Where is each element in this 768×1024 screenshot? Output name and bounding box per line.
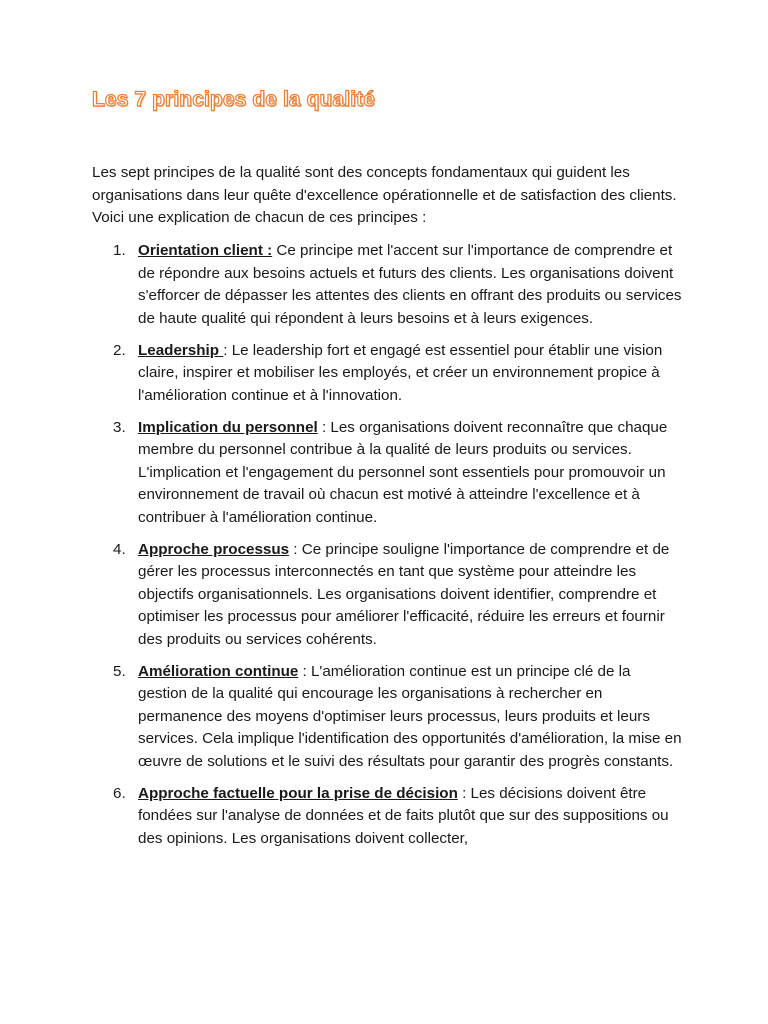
item-number: 5. <box>113 662 126 680</box>
principle-name: Approche factuelle pour la prise de décision <box>138 784 458 802</box>
list-item <box>92 661 682 774</box>
principles-list <box>92 240 682 860</box>
list-item <box>92 340 682 408</box>
principle-text: : Ce principe souligne l'importance de comprendre et de gérer les processus interconnectés en tant que système pour atteindre les objectifs organisationnels. Les organisations doivent identifier, comprendre et optimiser les processus pour améliorer l'efficacité, réduire les erreurs et fournir des produits ou services cohérents. <box>138 540 670 648</box>
document-title: Les 7 principes de la qualité <box>92 88 375 111</box>
list-item <box>92 240 682 330</box>
principle-name: Leadership <box>138 341 224 359</box>
principle-name: Orientation client : <box>138 242 273 259</box>
list-item <box>92 417 682 530</box>
principle-text: : Le leadership fort et engagé est essentiel pour établir une vision claire, inspirer et mobiliser les employés, et créer un environnement propice à l'amélioration continue et à l'innovation. <box>138 341 663 404</box>
item-number: 2. <box>113 341 126 359</box>
principle-name: Amélioration continue <box>138 662 299 680</box>
item-number: 4. <box>113 540 126 558</box>
principle-text: Ce principe met l'accent sur l'importance de comprendre et de répondre aux besoins actuels et futurs des clients. Les organisations doivent s'efforcer de dépasser les attentes des clients en offrant des produits ou services de haute qualité qui répondent à leurs besoins et à leurs exigences. <box>138 242 682 327</box>
principle-text: : Les décisions doivent être fondées sur l'analyse de données et de faits plutôt que sur des suppositions ou des opinions. Les organisations doivent collecter, <box>138 784 669 847</box>
item-number: 3. <box>113 418 126 436</box>
principle-text: : L'amélioration continue est un principe clé de la gestion de la qualité qui encourage les organisations à rechercher en permanence des moyens d'optimiser leurs processus, leurs produits et leurs services. Cela implique l'identification des opportunités d'amélioration, la mise en œuvre de solutions et le suivi des résultats pour garantir des progrès constants. <box>138 662 682 770</box>
principle-text: : Les organisations doivent reconnaître que chaque membre du personnel contribue à la qualité de leurs produits ou services. L'implication et l'engagement du personnel sont essentiels pour promouvoir un environnement de travail où chacun est motivé à atteindre l'excellence et à contribuer à l'amélioration continue. <box>138 418 668 526</box>
principle-name: Approche processus <box>138 540 290 558</box>
list-item <box>92 539 682 652</box>
item-number: 1. <box>113 242 126 259</box>
item-number: 6. <box>113 784 126 802</box>
intro-paragraph: Les sept principes de la qualité sont des concepts fondamentaux qui guident les organisations dans leur quête d'excellence opérationnelle et de satisfaction des clients. Voici une explication de chacun de ces principes : <box>92 164 677 226</box>
principle-name: Implication du personnel <box>138 418 318 436</box>
list-item <box>92 783 682 851</box>
